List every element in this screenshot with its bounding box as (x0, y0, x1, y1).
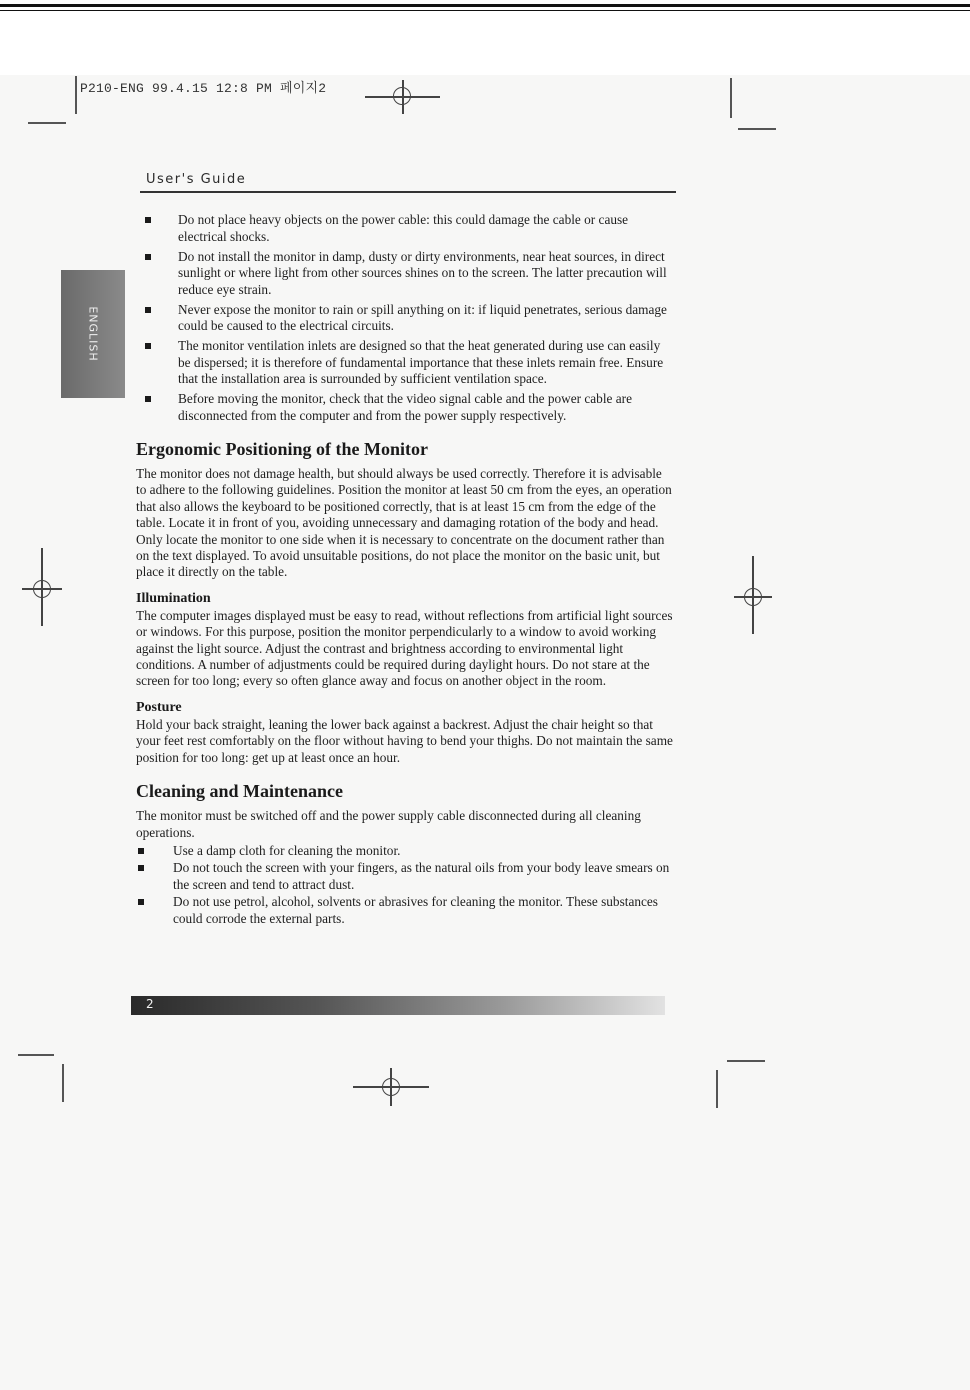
crop-mark (18, 1054, 54, 1056)
list-item (133, 843, 673, 859)
list-item-text: Do not place heavy objects on the power cable: this could damage the cable or cause electrical shocks. (178, 212, 629, 244)
list-item (133, 302, 673, 335)
registration-mark (22, 548, 62, 626)
page-number: 2 (146, 997, 154, 1011)
bullet-icon (138, 865, 144, 871)
bullet-icon (138, 848, 144, 854)
crop-mark (75, 76, 77, 114)
running-head: User's Guide (146, 172, 247, 187)
crop-mark (62, 1064, 64, 1102)
subheading-posture: Posture (136, 699, 182, 715)
top-rule-thick (0, 4, 970, 7)
footer-gradient-bar (131, 996, 665, 1015)
list-item (133, 860, 673, 893)
bullet-icon (145, 254, 151, 260)
cleaning-bullet-list (133, 843, 673, 927)
section-heading-cleaning: Cleaning and Maintenance (136, 781, 344, 802)
print-slug: P210-ENG 99.4.15 12:8 PM 페이지2 (80, 81, 327, 96)
safety-bullet-list (133, 212, 673, 424)
list-item-text: Before moving the monitor, check that the video signal cable and the power cable are disconnected from the computer and from the power supply respectively. (178, 391, 632, 423)
crop-mark (738, 128, 776, 130)
bullet-icon (145, 343, 151, 349)
list-item (133, 338, 673, 388)
list-item (133, 212, 673, 245)
list-item-text: Use a damp cloth for cleaning the monitor. (173, 842, 401, 858)
crop-mark (716, 1070, 718, 1108)
bullet-icon (145, 217, 151, 223)
page-content (133, 212, 673, 928)
list-item-text: Do not touch the screen with your fingers, as the natural oils from your body leave smears on the screen and tend to attract dust. (173, 860, 670, 892)
bullet-icon (145, 307, 151, 313)
subheading-illumination: Illumination (136, 590, 211, 606)
registration-mark (353, 1068, 429, 1106)
crop-mark (727, 1060, 765, 1062)
bullet-icon (145, 396, 151, 402)
list-item-text: Do not use petrol, alcohol, solvents or abrasives for cleaning the monitor. These substances could corrode the external parts. (173, 894, 658, 926)
list-item-text: Never expose the monitor to rain or spill anything on it: if liquid penetrates, serious damage could be caused to the electrical circuits. (178, 301, 667, 333)
list-item (133, 249, 673, 299)
list-item-text: The monitor ventilation inlets are designed so that the heat generated during use can easily be dispersed; it is therefore of fundamental importance that these inlets remain free. Ensure that the installation area is surrounded by sufficient ventilation space. (178, 338, 664, 386)
list-item-text: Do not install the monitor in damp, dusty or dirty environments, near heat sources, in direct sunlight or where light from other sources shines on to the screen. The latter precaution will reduce eye strain. (178, 248, 667, 297)
running-head-rule (140, 191, 676, 193)
ergonomic-paragraph: The monitor does not damage health, but should always be used correctly. Therefore it is advisable to adhere to the following guidelines. Position the monitor at least 50 cm from the eyes, an operation that also allows the keyboard to be positioned correctly, that is at least 15 cm from the edge of the table. Locate it in front of you, avoiding unnecessary and damaging rotation of the body and head. Only locate the monitor to one side when it is necessary to concentrate on the document rather than on the text displayed. To avoid unsuitable positions, do not place the monitor on the basic unit, but place it directly on the table. (136, 466, 672, 580)
crop-mark (28, 122, 66, 124)
registration-mark (365, 80, 440, 114)
list-item (133, 894, 673, 927)
list-item (133, 391, 673, 424)
section-heading-ergonomic: Ergonomic Positioning of the Monitor (136, 439, 428, 459)
top-band (0, 0, 970, 75)
cleaning-intro: The monitor must be switched off and the power supply cable disconnected during all cleaning operations. (136, 808, 641, 840)
top-rule-thin (0, 10, 970, 11)
bullet-icon (138, 899, 144, 905)
illumination-paragraph: The computer images displayed must be easy to read, without reflections from artificial light sources or windows. For this purpose, position the monitor perpendicularly to a window to avoid working against the light source. Adjust the contrast and brightness according to environmental light conditions. A number of adjustments could be required during daylight hours. Do not stare at the screen for too long; every so often glance away and focus on another object in the room. (136, 607, 673, 689)
language-tab-label: ENGLISH (86, 306, 100, 362)
posture-paragraph: Hold your back straight, leaning the lower back against a backrest. Adjust the chair height so that your feet rest comfortably on the floor without having to bend your thighs. Do not maintain the same position for too long: get up at least once an hour. (136, 716, 673, 765)
crop-mark (730, 78, 732, 118)
registration-mark (734, 556, 772, 634)
